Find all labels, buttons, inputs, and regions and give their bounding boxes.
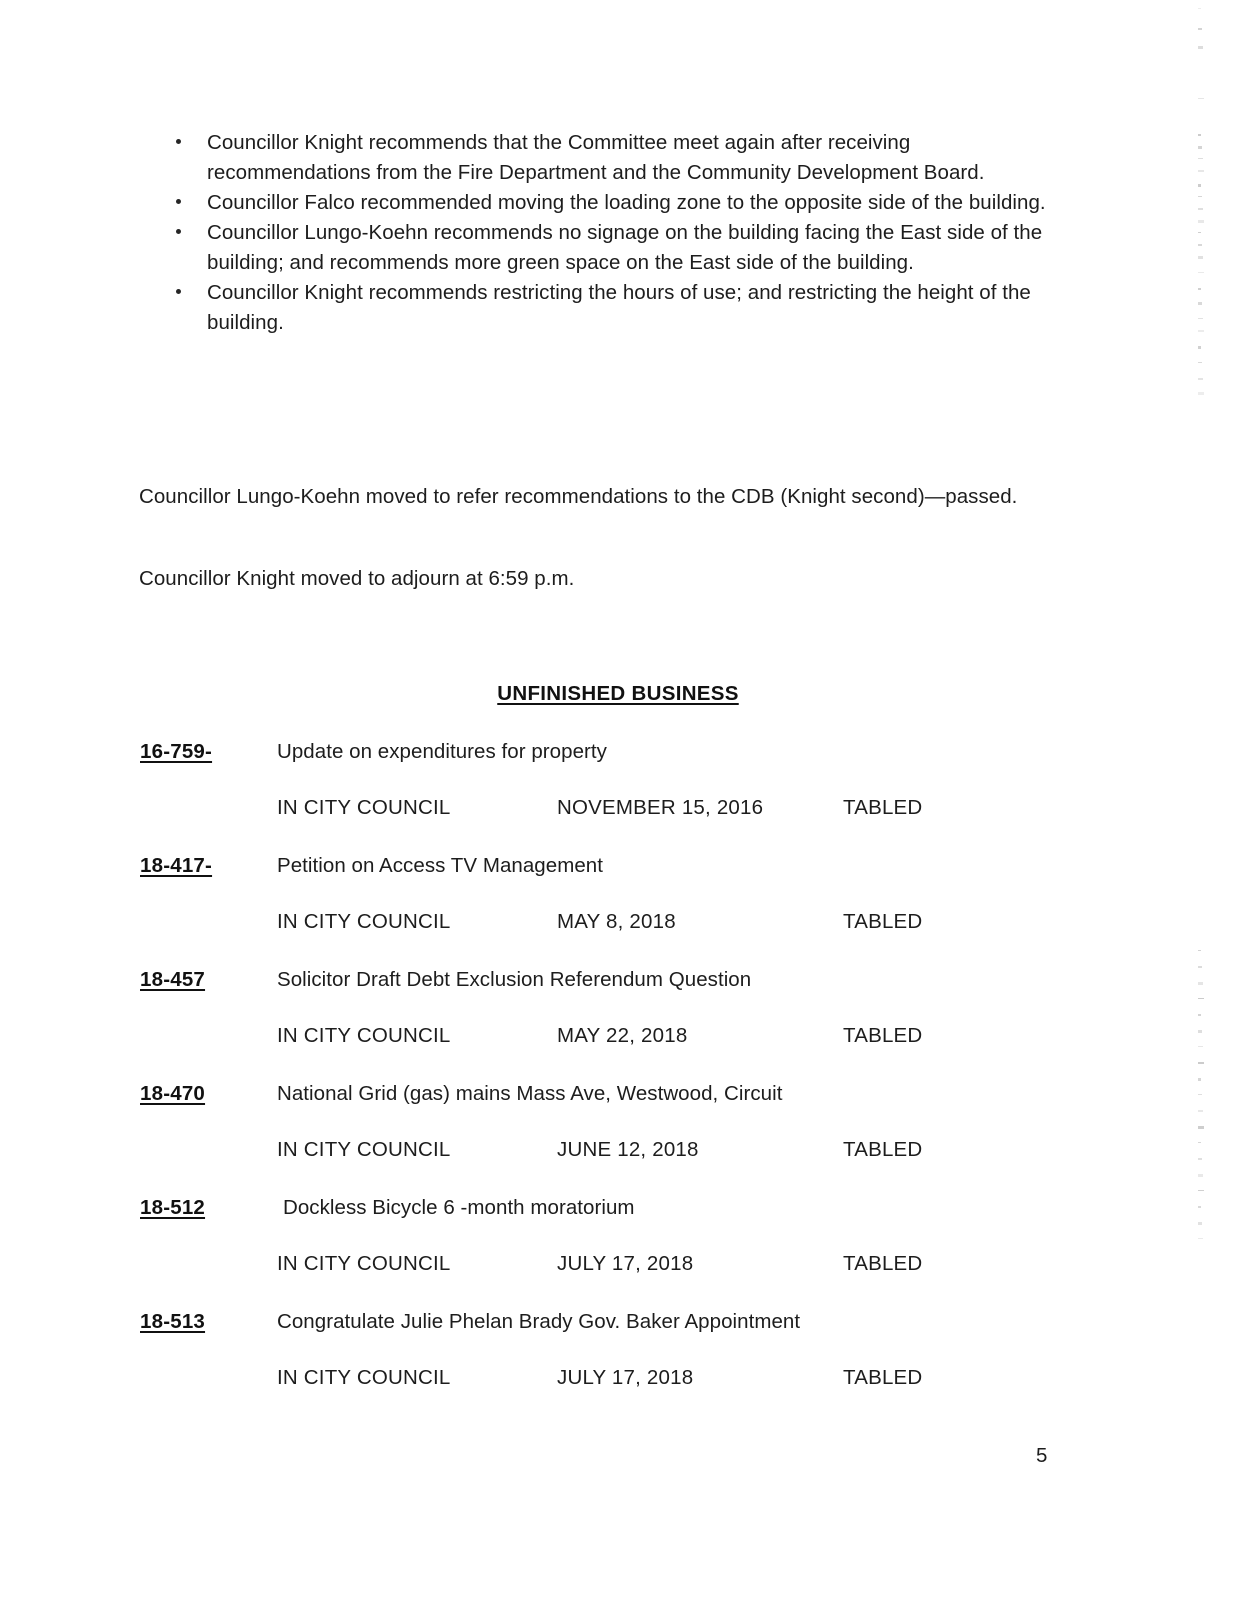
item-venue: IN CITY COUNCIL bbox=[277, 796, 451, 819]
status-badge: TABLED bbox=[843, 1366, 923, 1389]
item-venue: IN CITY COUNCIL bbox=[277, 1138, 451, 1161]
table-row bbox=[0, 968, 1236, 1082]
list-item bbox=[176, 188, 1066, 218]
item-status-row bbox=[0, 1138, 1236, 1168]
item-date: JULY 17, 2018 bbox=[557, 1252, 694, 1275]
item-number: 18-417- bbox=[140, 854, 213, 877]
item-status-row bbox=[0, 1366, 1236, 1396]
bullet-icon bbox=[176, 139, 181, 144]
item-venue: IN CITY COUNCIL bbox=[277, 1366, 451, 1389]
item-number: 18-470 bbox=[140, 1082, 206, 1105]
item-date: MAY 8, 2018 bbox=[557, 910, 676, 933]
list-item-text: Councillor Knight recommends restricting the hours of use; and restricting the height of the building. bbox=[207, 281, 1031, 334]
item-number: 18-457 bbox=[140, 968, 206, 991]
list-item bbox=[176, 218, 1066, 278]
bullet-icon bbox=[176, 229, 181, 234]
item-number: 18-512 bbox=[140, 1196, 206, 1219]
list-item-text: Councillor Lungo-Koehn recommends no signage on the building facing the East side of the building; and recommends more green space on the East side of the building. bbox=[207, 221, 1043, 274]
item-venue: IN CITY COUNCIL bbox=[277, 1024, 451, 1047]
status-badge: TABLED bbox=[843, 910, 923, 933]
motion-adjourn-paragraph: Councillor Knight moved to adjourn at 6:59 p.m. bbox=[139, 566, 575, 590]
section-heading-text: UNFINISHED BUSINESS bbox=[497, 682, 739, 705]
list-item-text: Councillor Knight recommends that the Committee meet again after receiving recommendations from the Fire Department and the Community Development Board. bbox=[207, 131, 985, 184]
item-description: Petition on Access TV Management bbox=[277, 854, 603, 877]
list-item bbox=[176, 128, 1066, 188]
table-row bbox=[0, 1310, 1236, 1424]
bullet-icon bbox=[176, 199, 181, 204]
list-item bbox=[176, 278, 1066, 338]
item-description: Dockless Bicycle 6 -month moratorium bbox=[283, 1196, 635, 1219]
bullet-icon bbox=[176, 289, 181, 294]
item-date: MAY 22, 2018 bbox=[557, 1024, 688, 1047]
recommendations-bullet-list bbox=[176, 128, 1066, 338]
item-date: NOVEMBER 15, 2016 bbox=[557, 796, 764, 819]
status-badge: TABLED bbox=[843, 1138, 923, 1161]
item-status-row bbox=[0, 1024, 1236, 1054]
page-number: 5 bbox=[1036, 1444, 1048, 1467]
section-heading-unfinished-business bbox=[0, 682, 1236, 706]
item-description: Congratulate Julie Phelan Brady Gov. Baker Appointment bbox=[277, 1310, 801, 1333]
item-number: 16-759- bbox=[140, 740, 213, 763]
table-row bbox=[0, 854, 1236, 968]
table-row bbox=[0, 1082, 1236, 1196]
table-row bbox=[0, 1196, 1236, 1310]
list-item-text: Councillor Falco recommended moving the loading zone to the opposite side of the building. bbox=[207, 191, 1046, 214]
status-badge: TABLED bbox=[843, 1024, 923, 1047]
item-status-row bbox=[0, 910, 1236, 940]
motion-refer-paragraph: Councillor Lungo-Koehn moved to refer recommendations to the CDB (Knight second)—passed. bbox=[139, 484, 1018, 508]
unfinished-business-list bbox=[0, 740, 1236, 1424]
item-venue: IN CITY COUNCIL bbox=[277, 910, 451, 933]
item-date: JULY 17, 2018 bbox=[557, 1366, 694, 1389]
status-badge: TABLED bbox=[843, 1252, 923, 1275]
table-row bbox=[0, 740, 1236, 854]
status-badge: TABLED bbox=[843, 796, 923, 819]
item-status-row bbox=[0, 1252, 1236, 1282]
item-description: National Grid (gas) mains Mass Ave, Westwood, Circuit bbox=[277, 1082, 783, 1105]
item-status-row bbox=[0, 796, 1236, 826]
item-venue: IN CITY COUNCIL bbox=[277, 1252, 451, 1275]
item-number: 18-513 bbox=[140, 1310, 206, 1333]
item-description: Solicitor Draft Debt Exclusion Referendum Question bbox=[277, 968, 752, 991]
item-date: JUNE 12, 2018 bbox=[557, 1138, 699, 1161]
item-description: Update on expenditures for property bbox=[277, 740, 607, 763]
